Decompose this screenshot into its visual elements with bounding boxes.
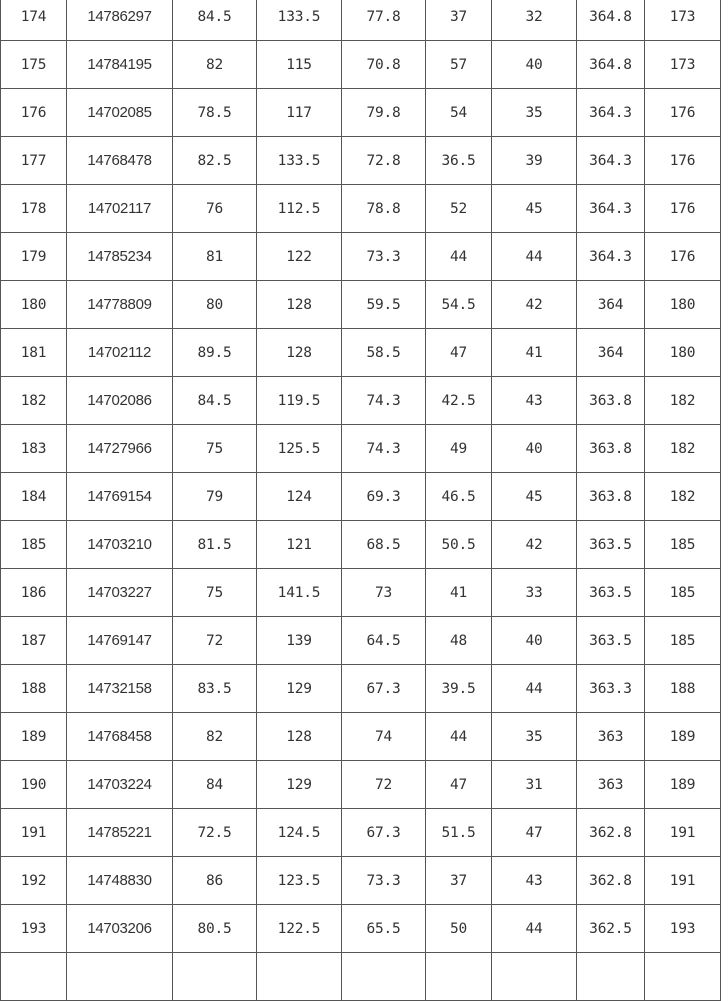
rank-cell: 185	[1, 521, 67, 569]
score-4-cell: 44	[426, 713, 492, 761]
score-4-cell: 51.5	[426, 809, 492, 857]
rank-cell: 175	[1, 41, 67, 89]
score-3-cell: 67.3	[342, 665, 426, 713]
score-4-cell: 44	[426, 233, 492, 281]
score-2-cell: 133.5	[257, 0, 342, 41]
score-3-cell: 67.3	[342, 809, 426, 857]
score-3-cell: 69.3	[342, 473, 426, 521]
rank-cell: 191	[1, 809, 67, 857]
score-1-cell: 72.5	[173, 809, 257, 857]
position-cell: 191	[645, 857, 721, 905]
score-2-cell: 117	[257, 89, 342, 137]
score-4-cell: 49	[426, 425, 492, 473]
table-row	[1, 809, 721, 857]
score-2-cell: 128	[257, 329, 342, 377]
score-5-cell: 45	[492, 185, 577, 233]
total-cell: 363.5	[577, 617, 645, 665]
score-1-cell: 75	[173, 569, 257, 617]
total-cell: 363.8	[577, 473, 645, 521]
score-5-cell: 42	[492, 281, 577, 329]
table-row	[1, 41, 721, 89]
table-cell	[67, 953, 173, 1001]
rank-cell: 188	[1, 665, 67, 713]
score-2-cell: 139	[257, 617, 342, 665]
rank-cell: 189	[1, 713, 67, 761]
total-cell: 363	[577, 713, 645, 761]
score-4-cell: 47	[426, 761, 492, 809]
score-3-cell: 72	[342, 761, 426, 809]
position-cell: 185	[645, 617, 721, 665]
score-2-cell: 112.5	[257, 185, 342, 233]
score-5-cell: 43	[492, 857, 577, 905]
table-cell	[492, 953, 577, 1001]
total-cell: 364.3	[577, 137, 645, 185]
score-5-cell: 47	[492, 809, 577, 857]
score-5-cell: 40	[492, 41, 577, 89]
id-cell: 14702112	[67, 329, 173, 377]
score-1-cell: 81	[173, 233, 257, 281]
score-4-cell: 48	[426, 617, 492, 665]
id-cell: 14785234	[67, 233, 173, 281]
score-2-cell: 128	[257, 281, 342, 329]
score-3-cell: 74.3	[342, 425, 426, 473]
id-cell: 14769147	[67, 617, 173, 665]
table-row	[1, 0, 721, 41]
rank-cell: 181	[1, 329, 67, 377]
id-cell: 14768478	[67, 137, 173, 185]
total-cell: 362.8	[577, 857, 645, 905]
rank-cell: 183	[1, 425, 67, 473]
score-4-cell: 57	[426, 41, 492, 89]
id-cell: 14784195	[67, 41, 173, 89]
score-3-cell: 73.3	[342, 857, 426, 905]
score-5-cell: 44	[492, 665, 577, 713]
score-2-cell: 115	[257, 41, 342, 89]
id-cell: 14785221	[67, 809, 173, 857]
table-row-partial	[1, 953, 721, 1001]
table-cell	[577, 953, 645, 1001]
score-2-cell: 129	[257, 761, 342, 809]
id-cell: 14748830	[67, 857, 173, 905]
position-cell: 193	[645, 905, 721, 953]
position-cell: 188	[645, 665, 721, 713]
score-5-cell: 43	[492, 377, 577, 425]
rank-cell: 182	[1, 377, 67, 425]
table-cell	[1, 953, 67, 1001]
rank-cell: 193	[1, 905, 67, 953]
score-1-cell: 80.5	[173, 905, 257, 953]
score-4-cell: 52	[426, 185, 492, 233]
rank-cell: 190	[1, 761, 67, 809]
score-2-cell: 124	[257, 473, 342, 521]
score-2-cell: 122	[257, 233, 342, 281]
table-row	[1, 473, 721, 521]
score-2-cell: 141.5	[257, 569, 342, 617]
score-3-cell: 77.8	[342, 0, 426, 41]
id-cell: 14727966	[67, 425, 173, 473]
position-cell: 173	[645, 41, 721, 89]
total-cell: 363.3	[577, 665, 645, 713]
rank-cell: 192	[1, 857, 67, 905]
score-2-cell: 128	[257, 713, 342, 761]
id-cell: 14703210	[67, 521, 173, 569]
table-row	[1, 233, 721, 281]
total-cell: 364.8	[577, 41, 645, 89]
id-cell: 14732158	[67, 665, 173, 713]
position-cell: 189	[645, 761, 721, 809]
total-cell: 364.3	[577, 233, 645, 281]
table-row	[1, 713, 721, 761]
table-row	[1, 329, 721, 377]
score-1-cell: 82	[173, 41, 257, 89]
score-2-cell: 123.5	[257, 857, 342, 905]
score-3-cell: 74.3	[342, 377, 426, 425]
score-2-cell: 119.5	[257, 377, 342, 425]
total-cell: 362.5	[577, 905, 645, 953]
table-row	[1, 137, 721, 185]
score-3-cell: 58.5	[342, 329, 426, 377]
id-cell: 14702085	[67, 89, 173, 137]
table-row	[1, 377, 721, 425]
position-cell: 182	[645, 473, 721, 521]
table-row	[1, 857, 721, 905]
table-cell	[645, 953, 721, 1001]
score-1-cell: 82	[173, 713, 257, 761]
score-4-cell: 39.5	[426, 665, 492, 713]
score-4-cell: 54	[426, 89, 492, 137]
position-cell: 176	[645, 89, 721, 137]
score-1-cell: 82.5	[173, 137, 257, 185]
position-cell: 180	[645, 281, 721, 329]
id-cell: 14703227	[67, 569, 173, 617]
position-cell: 185	[645, 569, 721, 617]
score-3-cell: 65.5	[342, 905, 426, 953]
table-row	[1, 521, 721, 569]
score-1-cell: 83.5	[173, 665, 257, 713]
rank-cell: 178	[1, 185, 67, 233]
position-cell: 176	[645, 185, 721, 233]
position-cell: 182	[645, 425, 721, 473]
total-cell: 363	[577, 761, 645, 809]
position-cell: 189	[645, 713, 721, 761]
score-5-cell: 42	[492, 521, 577, 569]
score-1-cell: 75	[173, 425, 257, 473]
score-3-cell: 78.8	[342, 185, 426, 233]
score-3-cell: 68.5	[342, 521, 426, 569]
total-cell: 364.3	[577, 89, 645, 137]
id-cell: 14769154	[67, 473, 173, 521]
table-cell	[342, 953, 426, 1001]
position-cell: 176	[645, 233, 721, 281]
score-1-cell: 84.5	[173, 377, 257, 425]
table-row	[1, 905, 721, 953]
score-5-cell: 40	[492, 425, 577, 473]
score-5-cell: 44	[492, 905, 577, 953]
score-2-cell: 125.5	[257, 425, 342, 473]
id-cell: 14768458	[67, 713, 173, 761]
score-5-cell: 40	[492, 617, 577, 665]
score-3-cell: 73.3	[342, 233, 426, 281]
score-3-cell: 79.8	[342, 89, 426, 137]
rank-cell: 187	[1, 617, 67, 665]
total-cell: 363.5	[577, 521, 645, 569]
score-1-cell: 76	[173, 185, 257, 233]
id-cell: 14786297	[67, 0, 173, 41]
id-cell: 14778809	[67, 281, 173, 329]
rank-cell: 180	[1, 281, 67, 329]
score-1-cell: 72	[173, 617, 257, 665]
score-5-cell: 45	[492, 473, 577, 521]
id-cell: 14702117	[67, 185, 173, 233]
total-cell: 364	[577, 329, 645, 377]
score-4-cell: 36.5	[426, 137, 492, 185]
score-5-cell: 31	[492, 761, 577, 809]
total-cell: 364.8	[577, 0, 645, 41]
score-4-cell: 37	[426, 0, 492, 41]
score-2-cell: 121	[257, 521, 342, 569]
table-row	[1, 425, 721, 473]
total-cell: 363.5	[577, 569, 645, 617]
position-cell: 191	[645, 809, 721, 857]
score-4-cell: 41	[426, 569, 492, 617]
table-row	[1, 617, 721, 665]
score-4-cell: 37	[426, 857, 492, 905]
score-5-cell: 35	[492, 89, 577, 137]
total-cell: 362.8	[577, 809, 645, 857]
score-3-cell: 70.8	[342, 41, 426, 89]
score-1-cell: 78.5	[173, 89, 257, 137]
score-5-cell: 33	[492, 569, 577, 617]
position-cell: 185	[645, 521, 721, 569]
score-5-cell: 35	[492, 713, 577, 761]
rank-cell: 177	[1, 137, 67, 185]
score-2-cell: 122.5	[257, 905, 342, 953]
score-1-cell: 84	[173, 761, 257, 809]
total-cell: 363.8	[577, 425, 645, 473]
table-cell	[257, 953, 342, 1001]
score-1-cell: 79	[173, 473, 257, 521]
score-1-cell: 89.5	[173, 329, 257, 377]
position-cell: 173	[645, 0, 721, 41]
total-cell: 364.3	[577, 185, 645, 233]
score-3-cell: 72.8	[342, 137, 426, 185]
id-cell: 14702086	[67, 377, 173, 425]
score-4-cell: 50.5	[426, 521, 492, 569]
score-1-cell: 86	[173, 857, 257, 905]
table-cell	[426, 953, 492, 1001]
score-4-cell: 54.5	[426, 281, 492, 329]
score-3-cell: 64.5	[342, 617, 426, 665]
id-cell: 14703206	[67, 905, 173, 953]
score-2-cell: 133.5	[257, 137, 342, 185]
total-cell: 363.8	[577, 377, 645, 425]
score-4-cell: 42.5	[426, 377, 492, 425]
table-row	[1, 185, 721, 233]
score-5-cell: 39	[492, 137, 577, 185]
score-5-cell: 44	[492, 233, 577, 281]
score-3-cell: 73	[342, 569, 426, 617]
table-row	[1, 89, 721, 137]
score-1-cell: 81.5	[173, 521, 257, 569]
score-1-cell: 80	[173, 281, 257, 329]
score-5-cell: 41	[492, 329, 577, 377]
table-body	[1, 0, 721, 1001]
position-cell: 176	[645, 137, 721, 185]
score-3-cell: 59.5	[342, 281, 426, 329]
rank-cell: 179	[1, 233, 67, 281]
total-cell: 364	[577, 281, 645, 329]
score-4-cell: 50	[426, 905, 492, 953]
score-2-cell: 129	[257, 665, 342, 713]
position-cell: 180	[645, 329, 721, 377]
id-cell: 14703224	[67, 761, 173, 809]
table-row	[1, 569, 721, 617]
table-row	[1, 761, 721, 809]
rank-cell: 174	[1, 0, 67, 41]
score-2-cell: 124.5	[257, 809, 342, 857]
score-4-cell: 46.5	[426, 473, 492, 521]
position-cell: 182	[645, 377, 721, 425]
score-1-cell: 84.5	[173, 0, 257, 41]
score-3-cell: 74	[342, 713, 426, 761]
rank-cell: 176	[1, 89, 67, 137]
table-row	[1, 665, 721, 713]
score-4-cell: 47	[426, 329, 492, 377]
rank-cell: 186	[1, 569, 67, 617]
rank-cell: 184	[1, 473, 67, 521]
score-5-cell: 32	[492, 0, 577, 41]
table-row	[1, 281, 721, 329]
table-cell	[173, 953, 257, 1001]
